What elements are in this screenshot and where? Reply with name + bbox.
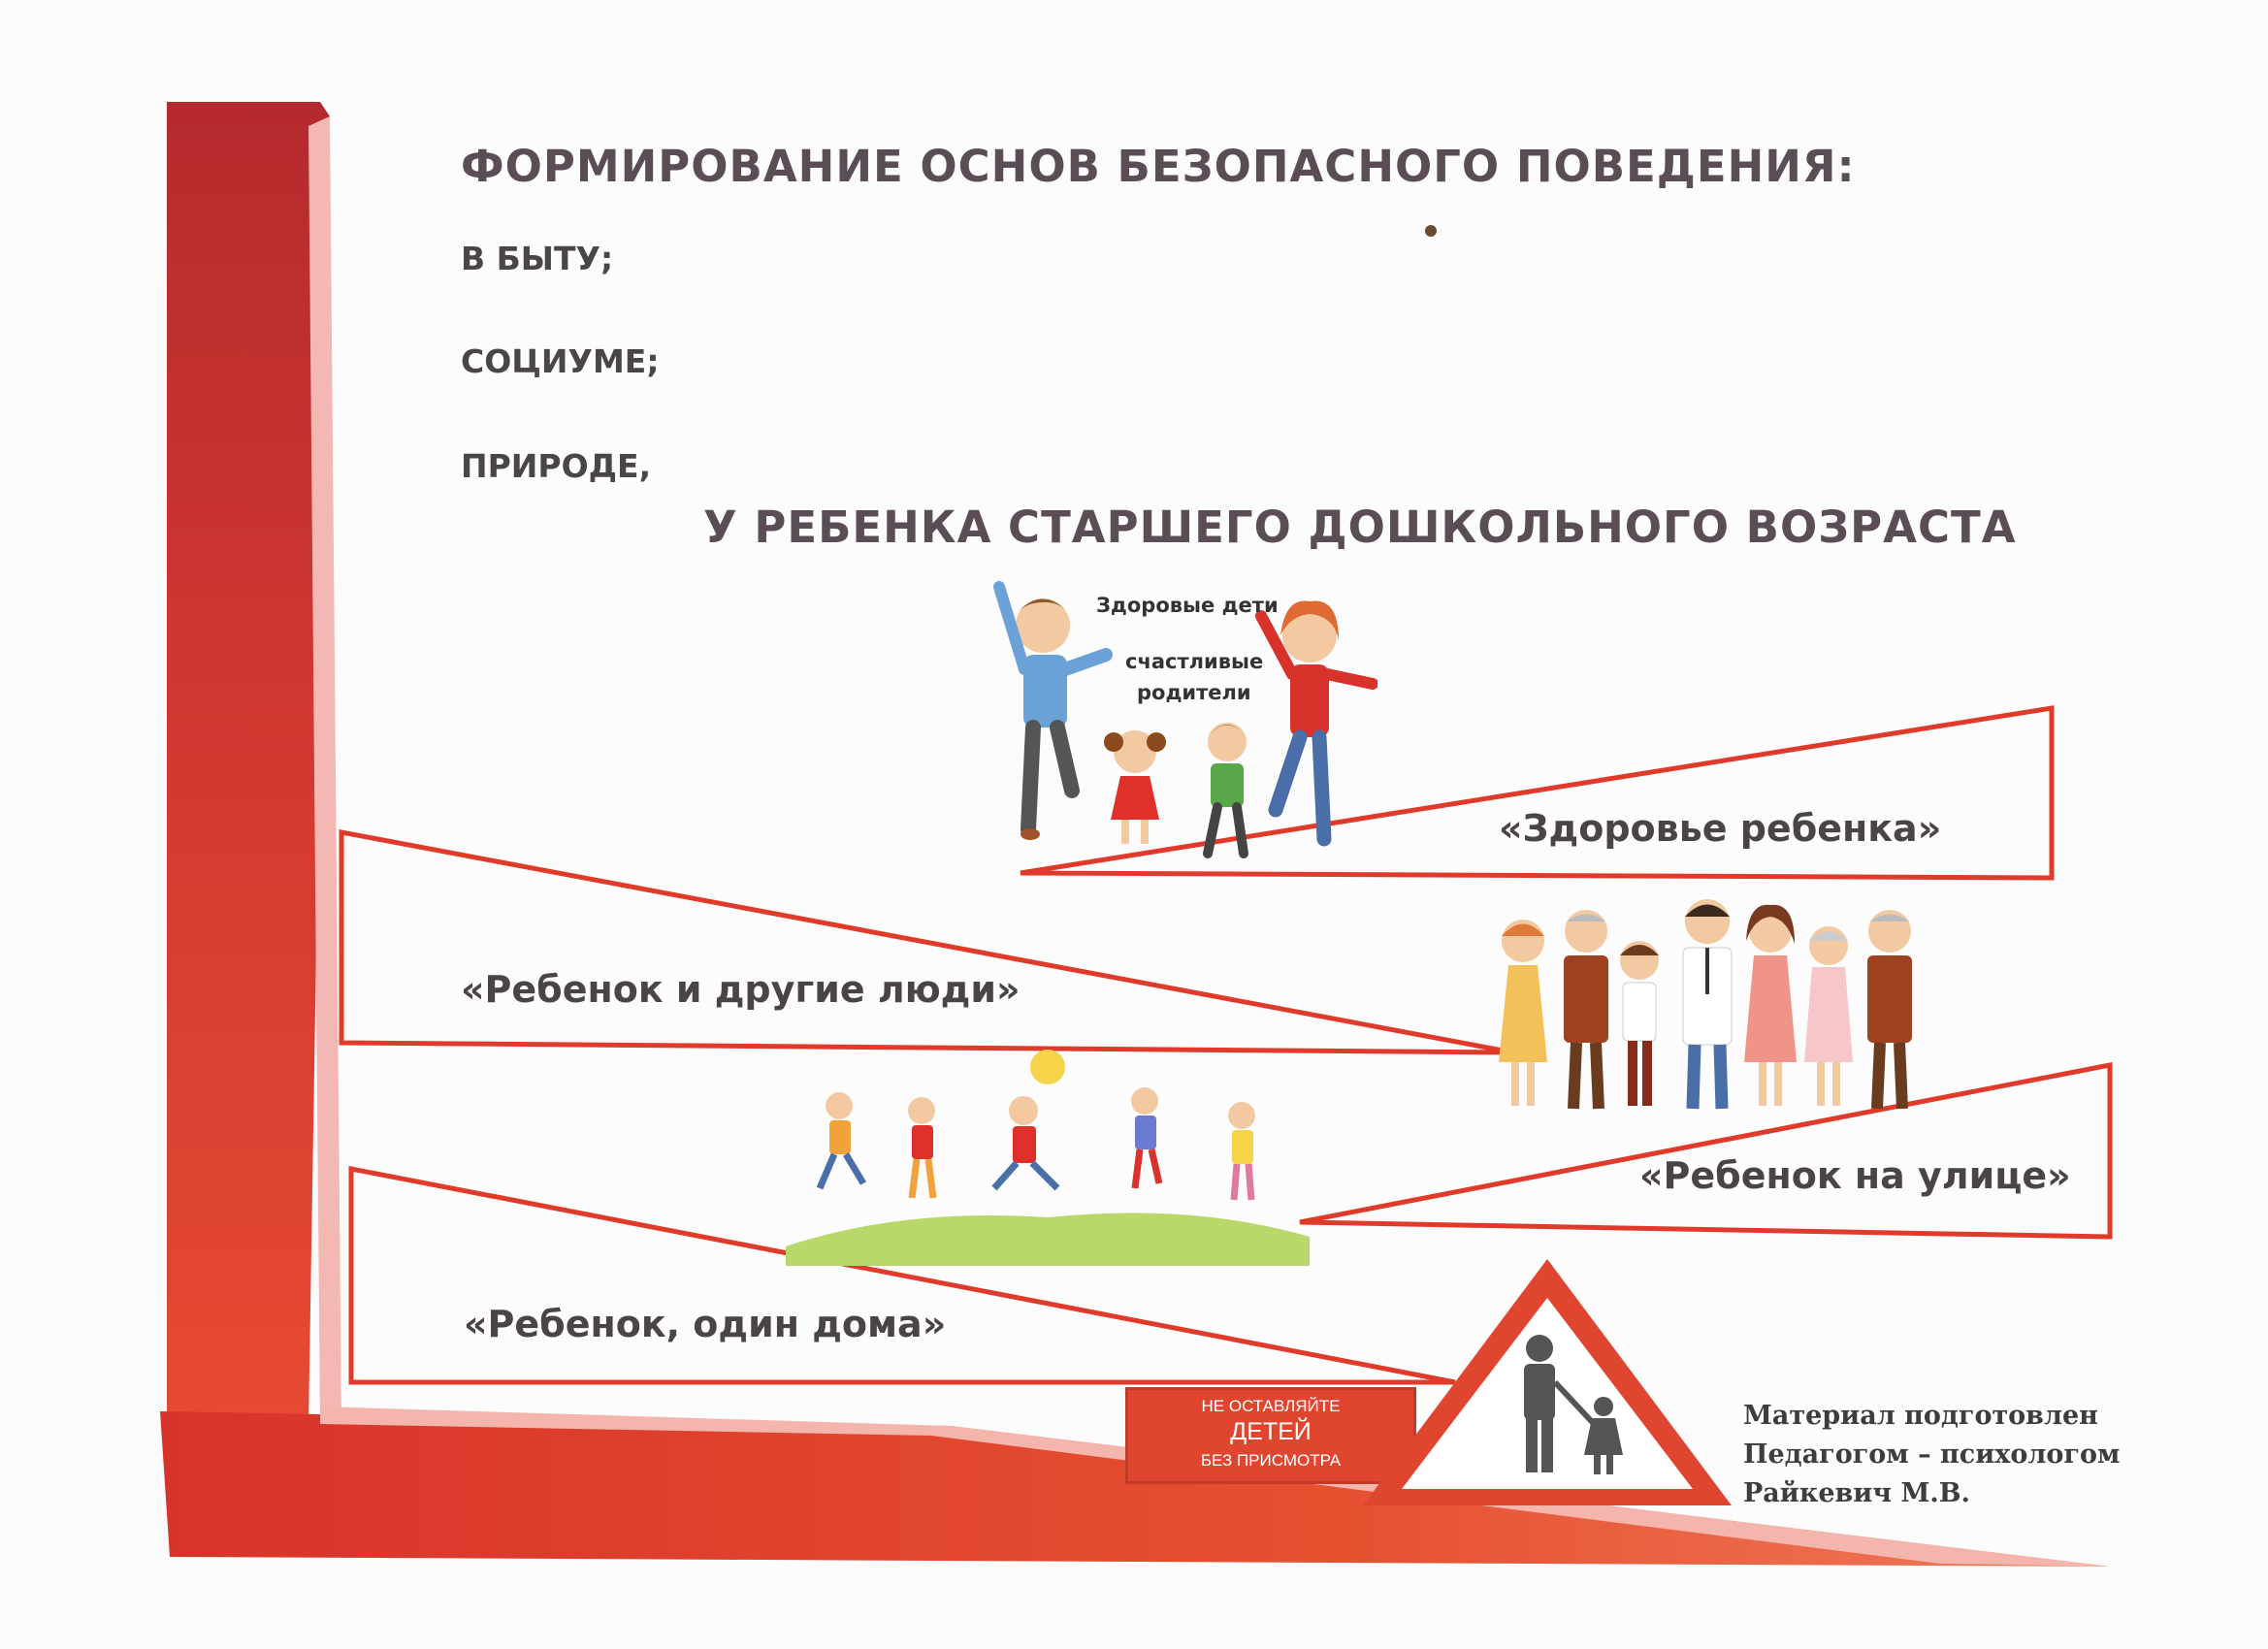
family-illustration (989, 577, 1377, 868)
child-4 (1131, 1087, 1159, 1188)
warning-line-1: НЕ ОСТАВЛЯЙТЕ (1201, 1397, 1341, 1415)
people-group-illustration (1484, 888, 1930, 1120)
warning-triangle (1353, 1251, 1741, 1513)
child-3 (994, 1096, 1057, 1188)
family-label-1: Здоровые дети (1096, 594, 1279, 617)
warning-line-3: БЕЗ ПРИСМОТРА (1200, 1451, 1342, 1470)
mom-figure (1261, 600, 1373, 839)
speck (1425, 225, 1437, 237)
grandpa2-figure (1867, 910, 1912, 1109)
page-subtitle: У РЕБЕНКА СТАРШЕГО ДОШКОЛЬНОГО ВОЗРАСТА (703, 501, 2017, 553)
page-title: ФОРМИРОВАНИЕ ОСНОВ БЕЗОПАСНОГО ПОВЕДЕНИЯ: (461, 141, 1856, 192)
section-health: «Здоровье ребенка» (1499, 807, 1942, 850)
child-1 (820, 1092, 863, 1188)
mother-figure (1744, 905, 1797, 1106)
item-home: В БЫТУ; (461, 240, 614, 277)
family-label-2: счастливые (1125, 650, 1264, 673)
grandma2-figure (1804, 926, 1853, 1106)
grass-hill (786, 1213, 1310, 1267)
child-5 (1228, 1102, 1255, 1200)
section-street: «Ребенок на улице» (1639, 1154, 2071, 1197)
grandma-figure (1499, 920, 1547, 1106)
boy-figure (1208, 723, 1247, 854)
item-nature: ПРИРОДЕ, (461, 447, 652, 485)
father-figure (1683, 899, 1732, 1109)
item-society: СОЦИУМЕ; (461, 342, 660, 380)
grandpa-figure (1564, 910, 1608, 1109)
credit-line-1: Материал подготовлен (1743, 1401, 2098, 1431)
family-label-3: родители (1137, 681, 1251, 704)
child-2 (908, 1097, 935, 1198)
boy-figure (1620, 941, 1659, 1106)
dad-figure (999, 587, 1106, 840)
left-red-bar (167, 102, 330, 1426)
playground-illustration (786, 1043, 1310, 1266)
section-people: «Ребенок и другие люди» (461, 968, 1021, 1011)
credit-line-3: Райкевич М.В. (1743, 1478, 1970, 1508)
warning-line-2: ДЕТЕЙ (1230, 1418, 1312, 1445)
section-home: «Ребенок, один дома» (464, 1303, 947, 1345)
girl-figure (1104, 730, 1166, 844)
credit-line-2: Педагогом – психологом (1743, 1439, 2121, 1470)
sun-icon (1030, 1050, 1065, 1084)
